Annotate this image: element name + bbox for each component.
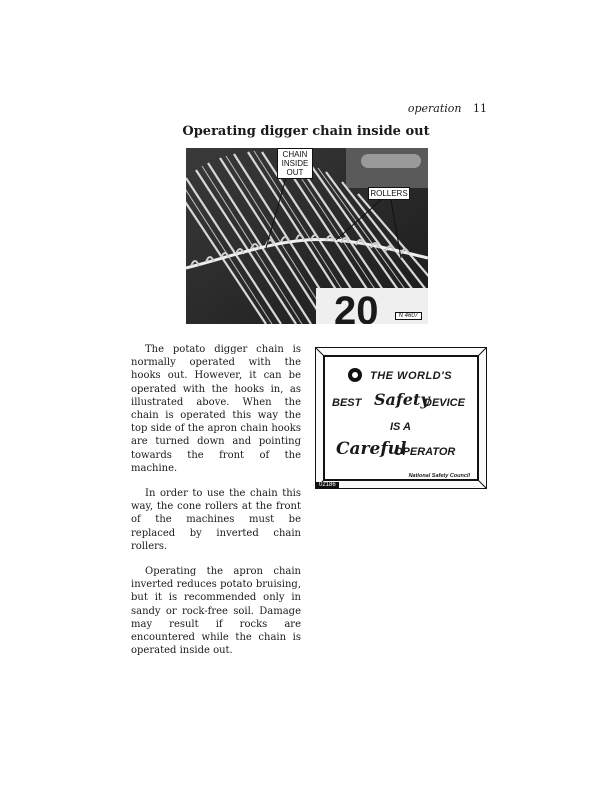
- paragraph: In order to use the chain this way, the cone rollers at the front of the machines must be replaced by inverted chain rollers.: [131, 488, 301, 552]
- callout-chain-line: INSIDE: [281, 159, 309, 168]
- sign-careful-script: Careful: [336, 439, 407, 459]
- sign-content: [324, 356, 478, 480]
- paragraph: Operating the apron chain inverted reduces potato bruising, but it is recommended only in sandy or rock-free soil. Damage may result if rocks are encountered while the chain is operated inside out.: [131, 566, 301, 657]
- sign-is-a: IS A: [390, 421, 411, 433]
- photo-id: N 4607: [395, 312, 422, 320]
- page-title: Operating digger chain inside out: [182, 124, 430, 139]
- running-header: [408, 102, 487, 115]
- sign-operator: OPERATOR: [394, 446, 456, 458]
- sign-device: DEVICE: [424, 397, 465, 409]
- sign-safety-script: Safety: [374, 390, 430, 409]
- callout-chain-line: CHAIN: [282, 150, 308, 159]
- callout-rollers: ROLLERS: [368, 187, 410, 200]
- page-number: 11: [473, 102, 487, 115]
- sign-best: BEST: [332, 397, 362, 409]
- digger-chain-photo: [186, 148, 428, 324]
- paragraph: The potato digger chain is normally operated with the hooks out. However, it can be operated with the hooks in, as illustrated above. When the chain is operated this way the top side of the apron chain hooks are turned down and pointing towards the front of the machine.: [131, 344, 301, 474]
- sign-credit: National Safety Council: [408, 473, 470, 479]
- section-name: operation: [407, 102, 462, 115]
- body-text: [131, 343, 301, 669]
- callout-chain-line: OUT: [286, 168, 304, 177]
- stencil-number: 20: [334, 289, 379, 324]
- safety-sign: [315, 347, 487, 489]
- sign-line-1: THE WORLD'S: [370, 370, 453, 382]
- callout-chain-inside-out: [277, 148, 313, 179]
- safety-cross-icon: [348, 368, 362, 382]
- sign-id: 02186: [316, 482, 339, 488]
